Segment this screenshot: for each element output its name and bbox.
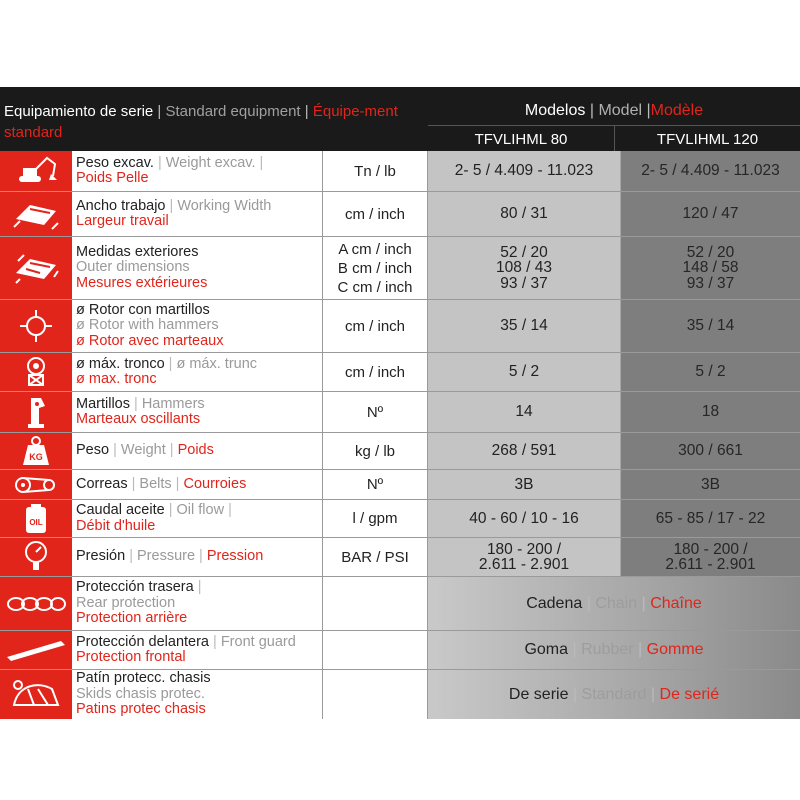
- spec-row-skids: [0, 670, 800, 719]
- model-2-value: 52 / 20 148 / 58 93 / 37: [620, 237, 800, 299]
- belt-icon: [0, 470, 72, 499]
- spec-label: Peso excav. | Weight excav. | Poids Pelle: [76, 154, 264, 186]
- oil-icon: [0, 500, 72, 537]
- model-1-value: 268 / 591: [428, 433, 620, 469]
- spec-label: Martillos | Hammers Marteaux oscillants: [76, 395, 205, 427]
- model-2-name: TFVLIHML 120: [615, 125, 800, 152]
- spec-table: [0, 87, 800, 719]
- model-2-value: 2- 5 / 4.409 - 11.023: [620, 151, 800, 191]
- pressure-gauge-icon: [0, 538, 72, 576]
- spec-label: Presión | Pressure | Pression: [76, 548, 264, 565]
- mulcher-width-icon: [0, 192, 72, 236]
- spec-row-belts: [0, 470, 800, 500]
- spec-row-outer-dimensions: [0, 237, 800, 300]
- model-2-value: 65 - 85 / 17 - 22: [620, 500, 800, 537]
- spec-label: Protección trasera | Rear protection Protection arrière: [76, 579, 202, 627]
- spec-row-oil-flow: [0, 500, 800, 538]
- weight-kg-icon: [0, 433, 72, 469]
- excavator-icon: [0, 151, 72, 191]
- model-2-value: 18: [620, 392, 800, 432]
- model-1-value: 5 / 2: [428, 353, 620, 391]
- spec-label: Medidas exteriores Outer dimensions Mesures extérieures: [76, 243, 208, 291]
- model-1-value: 3B: [428, 470, 620, 499]
- spec-label: ø Rotor con martillos ø Rotor with hammers ø Rotor avec marteaux: [76, 301, 224, 349]
- spec-row-weight: [0, 433, 800, 470]
- spec-label: Caudal aceite | Oil flow | Débit d'huile: [76, 502, 232, 534]
- skid-icon: [0, 670, 72, 719]
- spec-unit: [322, 670, 428, 719]
- model-1-name: TFVLIHML 80: [428, 125, 615, 152]
- spec-label: Correas | Belts | Courroies: [76, 475, 247, 492]
- model-1-value: 35 / 14: [428, 300, 620, 352]
- spec-unit: Tn / lb: [322, 151, 428, 191]
- model-1-value: 52 / 20 108 / 43 93 / 37: [428, 237, 620, 299]
- spec-label: Peso | Weight | Poids: [76, 442, 214, 459]
- spec-unit: BAR / PSI: [322, 538, 428, 576]
- spec-label: Patín protecc. chasis Skids chasis protec. Patins protec chasis: [76, 670, 211, 718]
- spec-row-working-width: [0, 192, 800, 237]
- svg-text:KG: KG: [29, 452, 43, 462]
- spec-unit: cm / inch: [322, 192, 428, 236]
- spec-unit: kg / lb: [322, 433, 428, 469]
- hammer-icon: [0, 392, 72, 432]
- shared-value: Cadena | Chain | Chaîne: [428, 577, 800, 630]
- spec-row-rotor-diameter: [0, 300, 800, 353]
- spec-row-pressure: [0, 538, 800, 577]
- models-heading: [428, 87, 800, 151]
- spec-row-hammers: [0, 392, 800, 433]
- spec-label: Protección delantera | Front guard Protection frontal: [76, 633, 296, 665]
- shared-value: De serie | Standard | De serié: [428, 670, 800, 719]
- rubber-guard-icon: [0, 631, 72, 669]
- chain-icon: [0, 577, 72, 630]
- table-header: [0, 87, 800, 151]
- model-1-value: 14: [428, 392, 620, 432]
- rotor-icon: [0, 300, 72, 352]
- spec-unit: l / gpm: [322, 500, 428, 537]
- spec-unit: [322, 631, 428, 669]
- spec-unit: cm / inch: [322, 300, 428, 352]
- standard-equipment-heading: Equipamiento de serie | Standard equipment | Équipe-ment standard: [4, 103, 398, 141]
- model-1-value: 40 - 60 / 10 - 16: [428, 500, 620, 537]
- spec-unit: [322, 577, 428, 630]
- spec-unit: cm / inch: [322, 353, 428, 391]
- model-2-value: 35 / 14: [620, 300, 800, 352]
- spec-label: Ancho trabajo | Working Width Largeur travail: [76, 197, 272, 229]
- models-title: Modelos | Model |Modèle: [524, 102, 704, 119]
- model-1-value: 80 / 31: [428, 192, 620, 236]
- spec-row-rear-protection: [0, 577, 800, 631]
- trunk-icon: [0, 353, 72, 391]
- mulcher-dimensions-icon: [0, 237, 72, 299]
- model-2-value: 3B: [620, 470, 800, 499]
- spec-row-max-trunk: [0, 353, 800, 392]
- model-2-value: 120 / 47: [620, 192, 800, 236]
- svg-text:OIL: OIL: [29, 517, 43, 527]
- spec-unit: Nº: [322, 392, 428, 432]
- spec-unit: A cm / inch B cm / inch C cm / inch: [322, 237, 428, 299]
- model-2-value: 5 / 2: [620, 353, 800, 391]
- model-1-value: 2- 5 / 4.409 - 11.023: [428, 151, 620, 191]
- model-2-value: 180 - 200 / 2.611 - 2.901: [620, 538, 800, 576]
- spec-label: ø máx. tronco | ø máx. trunc ø max. tronc: [76, 355, 258, 387]
- spec-row-front-guard: [0, 631, 800, 670]
- spec-row-excavator-weight: [0, 151, 800, 192]
- model-2-value: 300 / 661: [620, 433, 800, 469]
- shared-value: Goma | Rubber | Gomme: [428, 631, 800, 669]
- model-1-value: 180 - 200 / 2.611 - 2.901: [428, 538, 620, 576]
- spec-unit: Nº: [322, 470, 428, 499]
